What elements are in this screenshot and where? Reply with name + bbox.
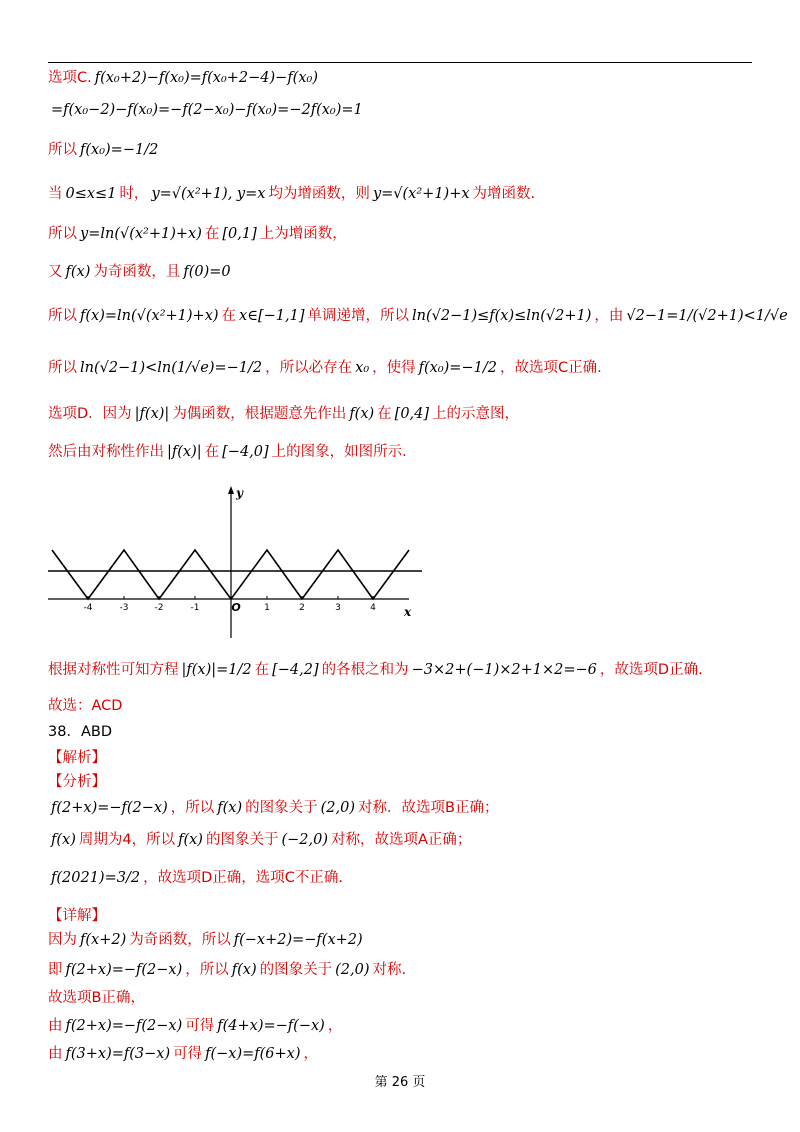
text-segment: ， — [327, 1018, 343, 1034]
text-segment: 的各根之和为 — [321, 662, 409, 678]
text-segment: 周期为4，所以 — [78, 832, 176, 848]
math-expression: |f(x)|=1/2 — [181, 662, 252, 678]
text-segment: 时， — [119, 186, 149, 202]
text-segment: 上为增函数， — [259, 226, 347, 242]
text-line — [48, 1016, 342, 1036]
text-line — [48, 262, 234, 282]
math-expression: f(x) — [65, 264, 91, 280]
math-expression: f(2+x)=−f(2−x) — [51, 800, 168, 816]
text-segment: 由 — [48, 1046, 63, 1062]
math-expression: ln(√2−1)<ln(1/√e)=−1/2 — [80, 360, 263, 376]
math-expression: f(3+x)=f(3−x) — [65, 1046, 171, 1062]
text-segment: 故选：ACD — [48, 698, 123, 714]
math-expression: x∈[−1,1] — [239, 308, 305, 324]
text-segment: 故选项B正确， — [48, 990, 145, 1006]
text-line — [48, 100, 366, 120]
text-segment: ，所以 — [185, 962, 229, 978]
text-line — [48, 868, 343, 888]
text-line — [48, 696, 122, 716]
math-expression: f(2+x)=−f(2−x) — [65, 1018, 183, 1034]
text-line — [48, 830, 471, 850]
origin-label: O — [231, 601, 241, 614]
text-line — [48, 988, 145, 1008]
text-line — [48, 358, 602, 378]
math-expression: f(x)=ln(√(x²+1)+x) — [80, 308, 219, 324]
tick-label: -1 — [190, 603, 200, 613]
text-segment: 单调递增，所以 — [307, 308, 409, 324]
text-segment: ，故选项D正确. — [599, 662, 703, 678]
math-expression: [−4,0] — [222, 444, 269, 460]
text-segment: 当 — [48, 186, 63, 202]
tick-label: 1 — [264, 603, 270, 613]
y-axis-arrow — [228, 486, 234, 494]
text-segment: 【解析】 — [48, 750, 106, 766]
header-rule — [48, 62, 752, 63]
text-line — [48, 184, 535, 204]
text-segment: 在 — [204, 226, 220, 242]
math-expression: f(x+2) — [80, 932, 127, 948]
math-expression: [−4,2] — [272, 662, 319, 678]
text-line — [48, 442, 407, 462]
text-line — [48, 660, 703, 680]
math-expression: f(x) — [349, 406, 375, 422]
text-segment: ，故选项D正确，选项C不正确. — [143, 870, 343, 886]
math-expression: f(2021)=3/2 — [51, 870, 141, 886]
text-line — [48, 306, 791, 326]
text-segment: 选项C. — [48, 70, 92, 86]
page-footer: 第 26 页 — [374, 1075, 426, 1090]
math-expression: −3×2+(−1)×2+1×2=−6 — [411, 662, 597, 678]
tick-label: 4 — [370, 603, 376, 613]
text-segment: 对称. — [372, 962, 407, 978]
math-expression: |f(x)| — [167, 444, 202, 460]
text-segment: 在 — [204, 444, 220, 460]
text-line — [48, 1044, 318, 1064]
text-segment: 38．ABD — [48, 724, 112, 740]
y-axis-label: y — [236, 486, 243, 500]
math-expression: [0,4] — [394, 406, 430, 422]
text-line — [48, 404, 519, 424]
math-expression: f(4+x)=−f(−x) — [217, 1018, 325, 1034]
text-line — [48, 772, 106, 792]
tick-label: 2 — [299, 603, 305, 613]
text-line — [48, 140, 161, 160]
math-expression: y=√(x²+1), y=x — [151, 186, 266, 202]
text-segment: ，故选项C正确. — [499, 360, 602, 376]
x-axis-label: x — [404, 605, 412, 619]
text-segment: 可得 — [185, 1018, 215, 1034]
text-segment: 均为增函数，则 — [268, 186, 370, 202]
math-expression: ln(√2−1)≤f(x)≤ln(√2+1) — [411, 308, 592, 324]
math-expression: (2,0) — [320, 800, 355, 816]
text-segment: 然后由对称性作出 — [48, 444, 164, 460]
math-expression: f(0)=0 — [183, 264, 231, 280]
text-segment: 为奇函数，所以 — [129, 932, 231, 948]
text-segment: 【分析】 — [48, 774, 106, 790]
text-line — [48, 68, 321, 88]
math-expression: =f(x₀−2)−f(x₀)=−f(2−x₀)−f(x₀)=−2f(x₀)=1 — [51, 102, 363, 118]
text-line — [48, 930, 366, 950]
text-segment: 选项D．因为 — [48, 406, 132, 422]
text-segment: 在 — [377, 406, 392, 422]
math-expression: f(2+x)=−f(2−x) — [65, 962, 183, 978]
text-segment: 上的图象，如图所示. — [271, 444, 407, 460]
tick-label: -3 — [119, 603, 129, 613]
text-segment: ，所以 — [170, 800, 215, 816]
math-expression: (2,0) — [335, 962, 370, 978]
text-line — [48, 722, 112, 742]
text-segment: ，由 — [594, 308, 624, 324]
math-expression: f(−x)=f(6+x) — [205, 1046, 301, 1062]
text-segment: 所以 — [48, 226, 77, 242]
math-expression: y=ln(√(x²+1)+x) — [80, 226, 202, 242]
text-line — [48, 906, 106, 926]
text-line — [48, 960, 406, 980]
text-segment: 由 — [48, 1018, 63, 1034]
text-segment: ，所以必存在 — [265, 360, 353, 376]
text-segment: ，使得 — [372, 360, 416, 376]
text-segment: 的图象关于 — [245, 800, 318, 816]
text-segment: 为增函数. — [472, 186, 536, 202]
text-segment: 为偶函数，根据题意先作出 — [172, 406, 347, 422]
math-expression: f(−x+2)=−f(x+2) — [233, 932, 363, 948]
text-segment: 对称，故选项A正确； — [330, 832, 472, 848]
math-expression: f(x) — [217, 800, 243, 816]
math-expression: |f(x)| — [134, 406, 170, 422]
text-segment: 所以 — [48, 308, 77, 324]
math-expression: 0≤x≤1 — [65, 186, 117, 202]
text-segment: 根据对称性可知方程 — [48, 662, 179, 678]
tick-label: 3 — [335, 603, 341, 613]
text-segment: 在 — [221, 308, 237, 324]
math-expression: [0,1] — [222, 226, 257, 242]
math-expression: (−2,0) — [281, 832, 328, 848]
text-segment: 可得 — [173, 1046, 203, 1062]
text-segment: 的图象关于 — [259, 962, 333, 978]
math-expression: f(x₀)=−1/2 — [418, 360, 497, 376]
text-segment: 所以 — [48, 360, 77, 376]
abs-f-graph — [44, 484, 434, 644]
text-segment: 即 — [48, 962, 63, 978]
text-segment: 又 — [48, 264, 63, 280]
math-expression: f(x₀)=−1/2 — [80, 142, 159, 158]
tick-label: -2 — [154, 603, 164, 613]
text-line — [48, 798, 498, 818]
math-expression: f(x) — [231, 962, 257, 978]
text-line — [48, 224, 347, 244]
math-expression: x₀ — [355, 360, 370, 376]
text-segment: 在 — [254, 662, 270, 678]
math-expression: f(x₀+2)−f(x₀)=f(x₀+2−4)−f(x₀) — [94, 70, 318, 86]
text-segment: 对称．故选项B正确； — [358, 800, 499, 816]
text-segment: ， — [303, 1046, 319, 1062]
text-segment: 【详解】 — [48, 908, 106, 924]
text-segment: 因为 — [48, 932, 77, 948]
math-expression: f(x) — [51, 832, 76, 848]
math-expression: f(x) — [178, 832, 203, 848]
text-segment: 的图象关于 — [205, 832, 279, 848]
tick-label: -4 — [83, 603, 93, 613]
text-line — [48, 748, 106, 768]
text-segment: 为奇函数，且 — [93, 264, 181, 280]
text-segment: 上的示意图， — [432, 406, 520, 422]
math-expression: y=√(x²+1)+x — [372, 186, 470, 202]
text-segment: 所以 — [48, 142, 77, 158]
math-expression: √2−1=1/(√2+1)<1/√e — [626, 308, 788, 324]
